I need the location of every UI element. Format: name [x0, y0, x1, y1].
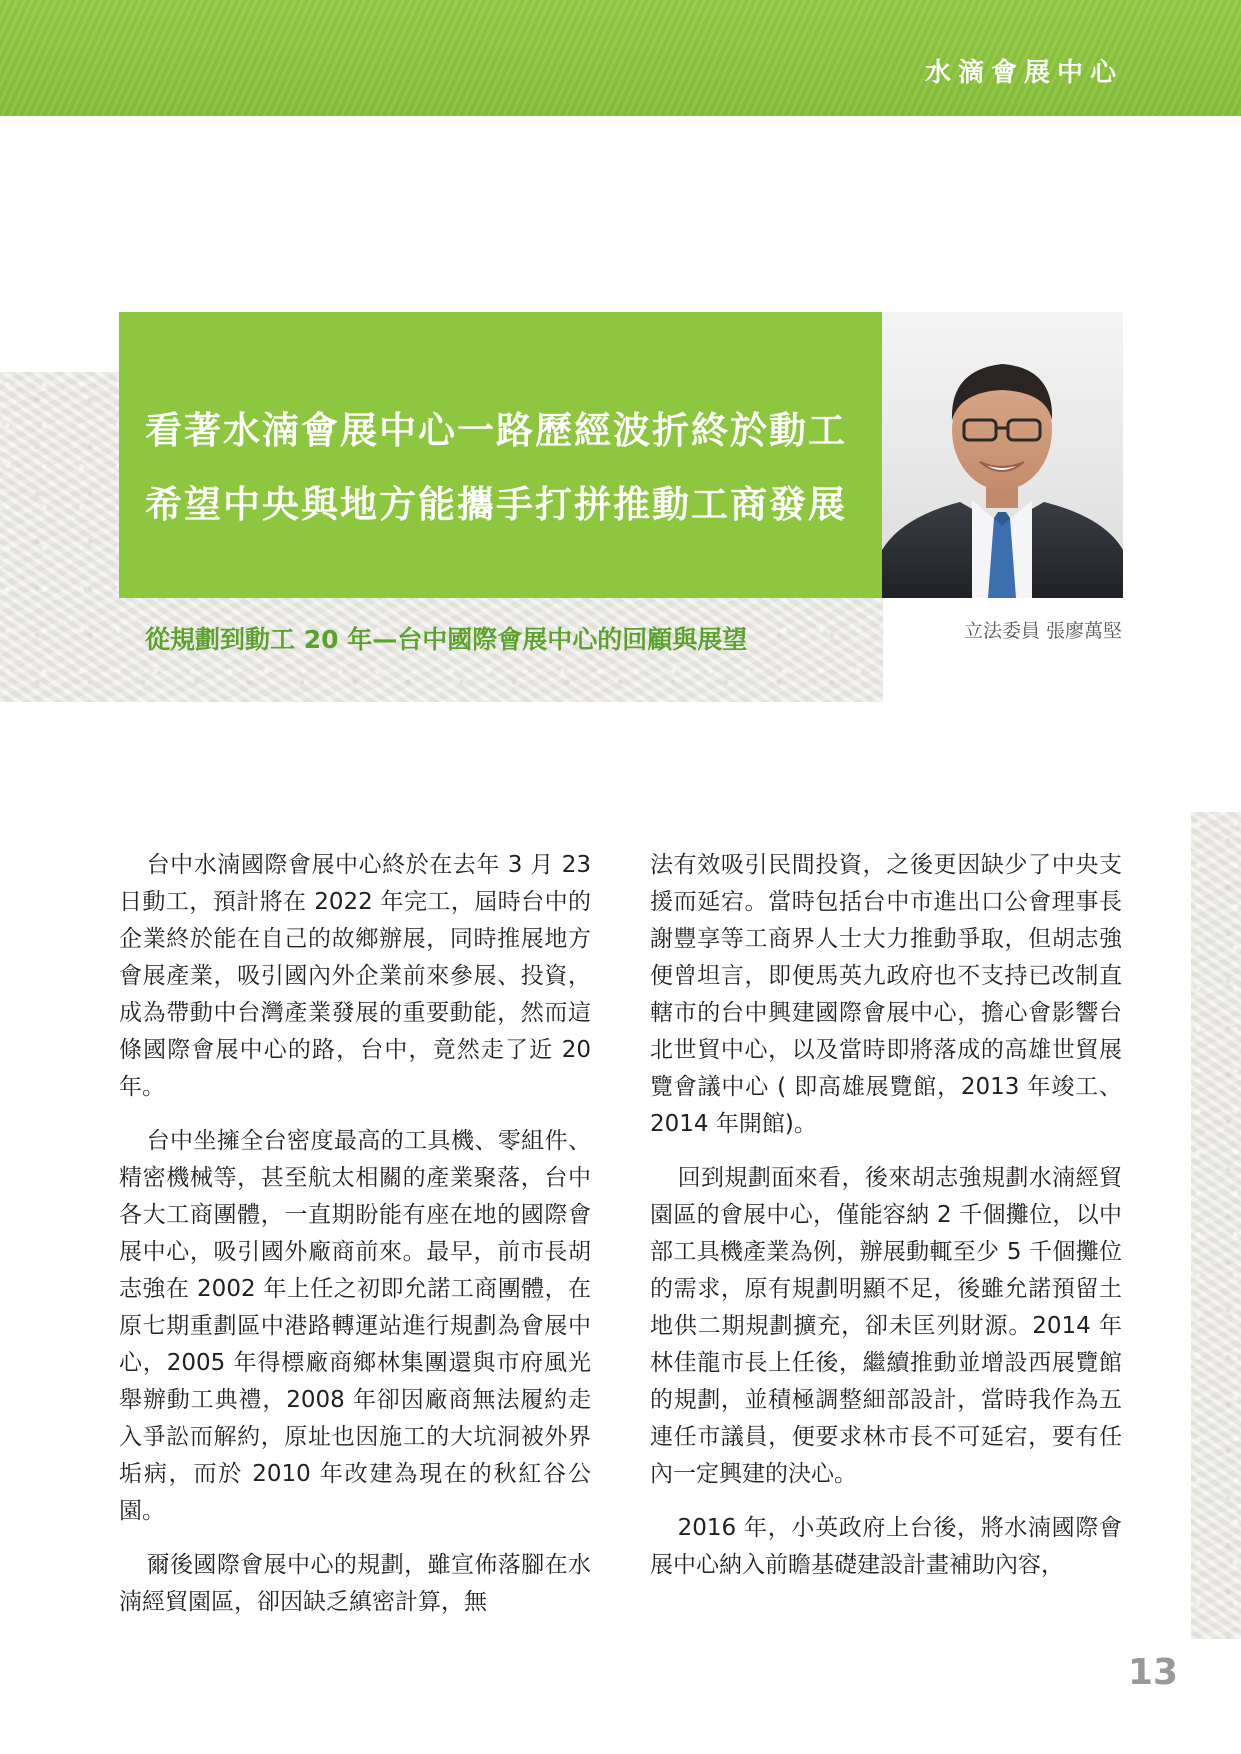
body-paragraph: 2016 年，小英政府上台後，將水湳國際會展中心納入前瞻基礎建設計畫補助內容， — [650, 1515, 1122, 1578]
body-paragraph: 法有效吸引民間投資，之後更因缺少了中央支援而延宕。當時包括台中市進出口公會理事長謝豐享等工商界人士大力推動爭取，但胡志強便曾坦言，即便馬英九政府也不支持已改制直轄市的台中興建國際會展中心，擔心會影響台北世貿中心，以及當時即將落成的高雄世貿展覽會議中心 ( 即高雄展覽館，2013 年竣工、2014 年開館)。 — [650, 852, 1122, 1137]
body-paragraph: 台中水湳國際會展中心終於在去年 3 月 23 日動工，預計將在 2022 年完工，屆時台中的企業終於能在自己的故鄉辦展，同時推展地方會展產業，吸引國內外企業前來參展、投資，成為帶動中台灣產業發展的重要動能，然而這條國際會展中心的路，台中，竟然走了近 20 年。 — [119, 852, 591, 1100]
section-name: 水滴會展中心 — [924, 58, 1123, 88]
body-paragraph: 台中坐擁全台密度最高的工具機、零組件、精密機械等，甚至航太相關的產業聚落，台中各大工商團體，一直期盼能有座在地的國際會展中心，吸引國外廠商前來。最早，前市長胡志強在 2002 年上任之初即允諾工商團體，在原七期重劃區中港路轉運站進行規劃為會展中心，2005 年得標廠商鄉林集團還與市府風光舉辦動工典禮，2008 年卻因廠商無法履約走入爭訟而解約，原址也因施工的大坑洞被外界垢病，而於 2010 年改建為現在的秋紅谷公園。 — [119, 1128, 591, 1524]
title-box — [119, 312, 882, 598]
article-subtitle: 從規劃到動工 20 年—台中國際會展中心的回顧與展望 — [145, 625, 748, 654]
article-title-line-1: 看著水湳會展中心一路歷經波折終於動工 — [145, 409, 847, 452]
body-column-right — [650, 847, 1122, 1601]
body-paragraph: 爾後國際會展中心的規劃，雖宣佈落腳在水湳經貿園區，卻因缺乏縝密計算，無 — [119, 1552, 591, 1615]
page-number: 13 — [1128, 1652, 1179, 1693]
author-portrait — [882, 312, 1123, 598]
paper-texture-strip — [1191, 812, 1241, 1639]
portrait-illustration — [882, 312, 1123, 598]
body-paragraph: 回到規劃面來看，後來胡志強規劃水湳經貿園區的會展中心，僅能容納 2 千個攤位，以中部工具機產業為例，辦展動輒至少 5 千個攤位的需求，原有規劃明顯不足，後雖允諾預留土地供二期規劃擴充，卻未匡列財源。2014 年林佳龍市長上任後，繼續推動並增設西展覽館的規劃，並積極調整細部設計，當時我作為五連任市議員，便要求林市長不可延宕，要有任內一定興建的決心。 — [650, 1165, 1122, 1487]
article-title-line-2: 希望中央與地方能攜手打拼推動工商發展 — [145, 483, 847, 526]
author-byline: 立法委員 張廖萬堅 — [963, 620, 1122, 642]
body-column-left — [119, 847, 591, 1638]
